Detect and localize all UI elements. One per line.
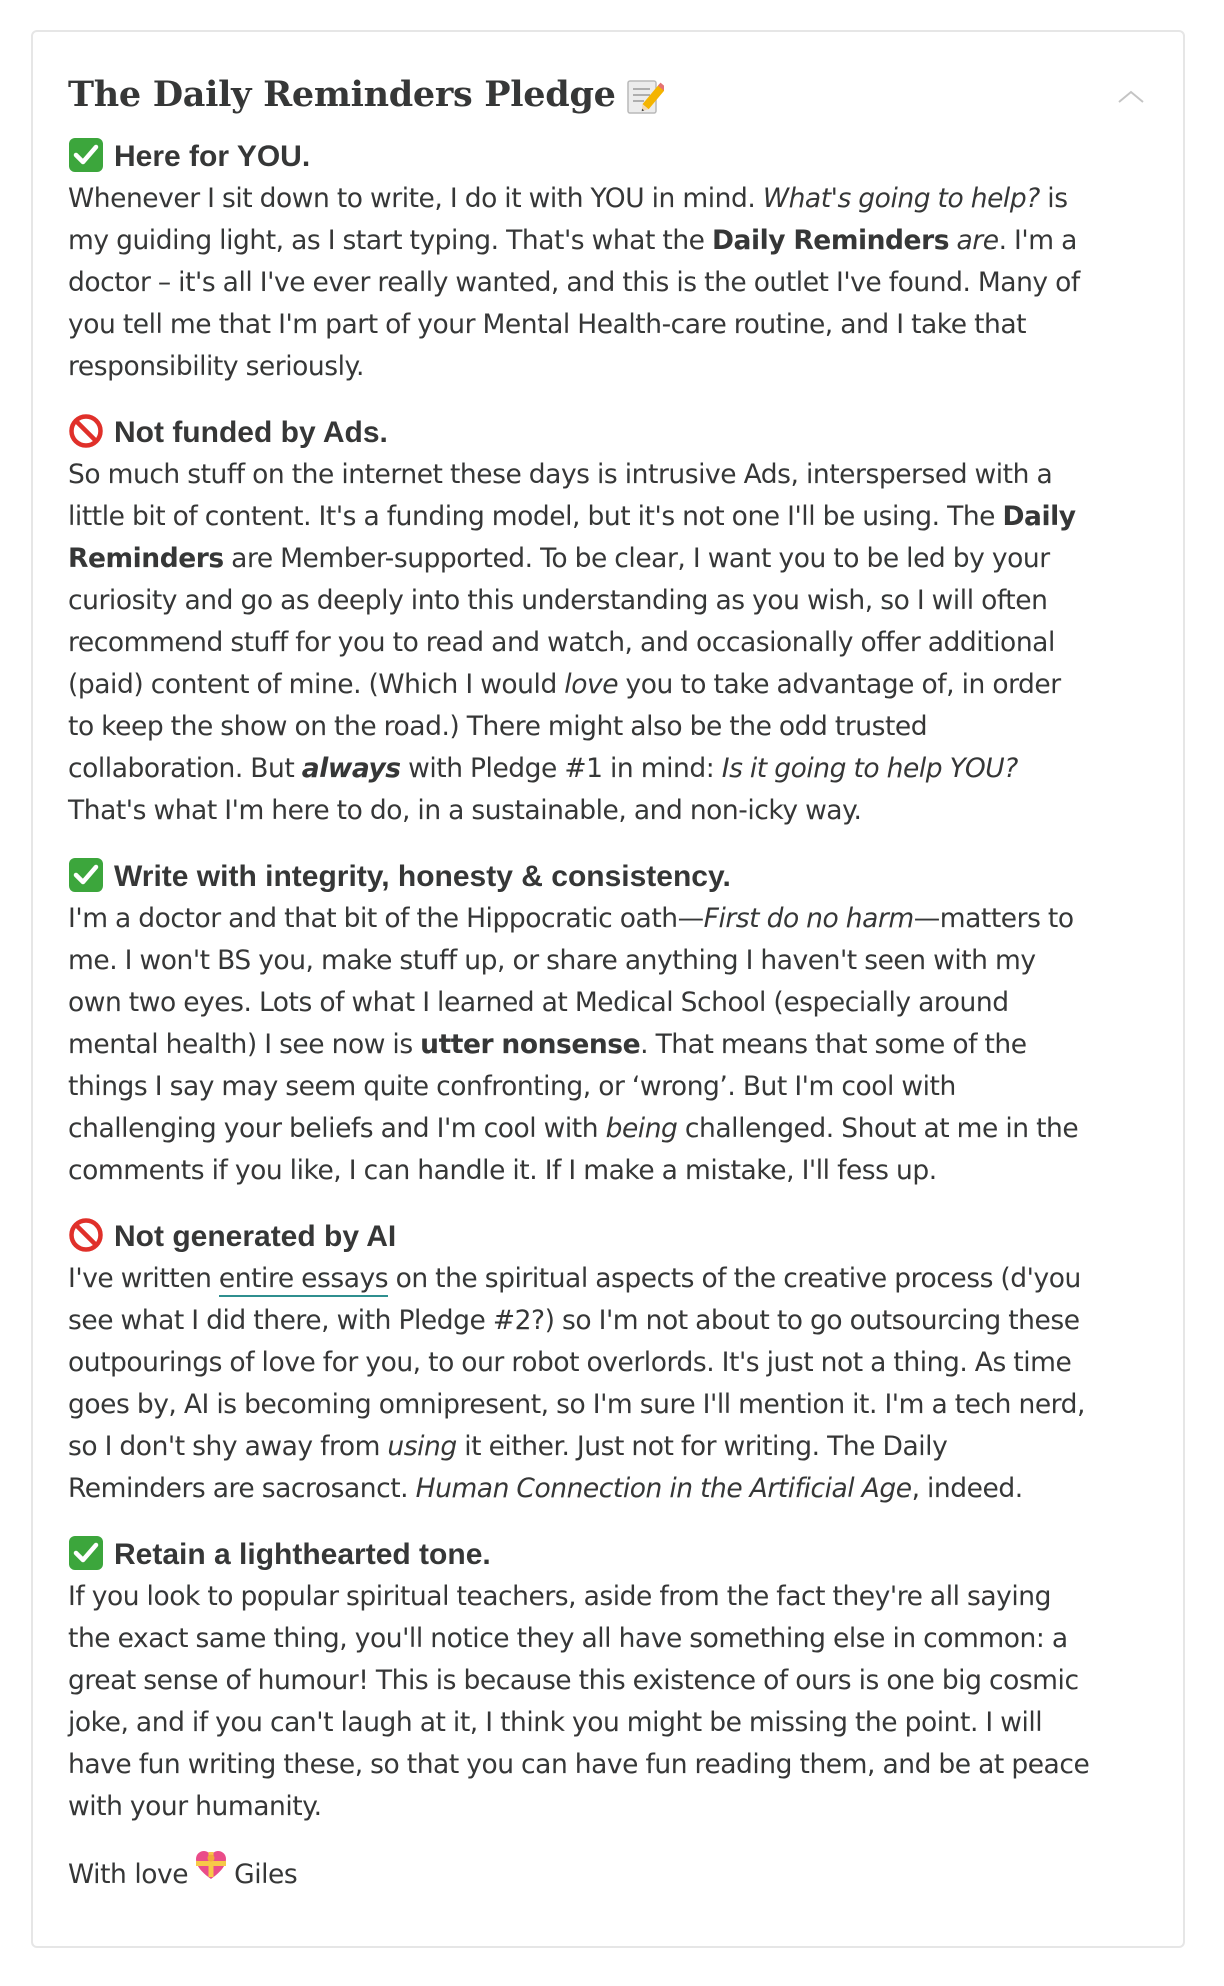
pledge-heading-text: Write with integrity, honesty & consistency. [114, 860, 731, 893]
text-run: me. I won't BS you, make stuff up, or share anything I haven't seen with my [68, 945, 1036, 976]
pledge-body [68, 1576, 1158, 1828]
pledge-heading [68, 1216, 1158, 1258]
text-run: responsibility seriously. [68, 351, 364, 382]
pledge-heading [68, 412, 1158, 454]
text-run: it either. Just not for writing. The Daily [456, 1431, 948, 1462]
text-run: comments if you like, I can handle it. If I make a mistake, I'll fess up. [68, 1155, 937, 1186]
pledge-line [68, 1660, 1158, 1702]
text-run: is [1039, 183, 1068, 214]
pledge-line [68, 1744, 1158, 1786]
text-run: little bit of content. It's a funding model, but it's not one I'll be using. The [68, 501, 1003, 532]
text-run: I'm a doctor and that bit of the Hippocratic oath— [68, 903, 704, 934]
pledge-line [68, 1576, 1158, 1618]
pledge-line [68, 1342, 1158, 1384]
pledge-line [68, 1150, 1158, 1192]
italic-text: being [605, 1113, 678, 1144]
pledge-line [68, 1384, 1158, 1426]
pledge-heading [68, 856, 1158, 898]
pledge-line [68, 622, 1158, 664]
italic-text: love [564, 669, 619, 700]
pledge-item [68, 412, 1158, 832]
pledge-heading [68, 136, 1158, 178]
heart-with-ribbon-icon [194, 1849, 228, 1896]
pledge-item [68, 856, 1158, 1192]
text-run: goes by, AI is becoming omnipresent, so I'm sure I'll mention it. I'm a tech nerd, [68, 1389, 1085, 1420]
italic-text: First do no harm [703, 903, 914, 934]
text-run: on the spiritual aspects of the creative process (d'you [388, 1263, 1081, 1294]
bold-text: Daily Reminders [712, 225, 950, 256]
pledge-line [68, 748, 1158, 790]
text-run: great sense of humour! This is because this existence of ours is one big cosmic [68, 1665, 1079, 1696]
italic-text: using [387, 1431, 457, 1462]
pledge-line [68, 220, 1158, 262]
text-run: Whenever I sit down to write, I do it with YOU in mind. [68, 183, 763, 214]
pledge-body [68, 454, 1158, 832]
pledge-line [68, 178, 1158, 220]
pledge-list [68, 136, 1158, 1899]
text-run: doctor – it's all I've ever really wanted, and this is the outlet I've found. Many of [68, 267, 1080, 298]
pledge-line [68, 706, 1158, 748]
text-run: to keep the show on the road.) There might also be the odd trusted [68, 711, 928, 742]
prohibited-icon [68, 413, 104, 449]
pledge-line [68, 1108, 1158, 1150]
pledge-card [31, 30, 1185, 1948]
italic-text: Is it going to help YOU? [721, 753, 1018, 784]
text-run: joke, and if you can't laugh at it, I think you might be missing the point. I will [68, 1707, 1043, 1738]
pledge-line [68, 1024, 1158, 1066]
pledge-line [68, 1468, 1158, 1510]
text-run: have fun writing these, so that you can have fun reading them, and be at peace [68, 1749, 1090, 1780]
text-run: you to take advantage of, in order [618, 669, 1061, 700]
bold-text: utter nonsense [420, 1029, 641, 1060]
text-run: so I don't shy away from [68, 1431, 388, 1462]
pledge-heading-text: Here for YOU. [114, 140, 311, 173]
text-run: So much stuff on the internet these days is intrusive Ads, interspersed with a [68, 459, 1053, 490]
text-run: curiosity and go as deeply into this understanding as you wish, so I will often [68, 585, 1048, 616]
text-run: Reminders are sacrosanct. [68, 1473, 416, 1504]
pledge-item [68, 136, 1158, 388]
prohibited-icon [68, 1217, 104, 1253]
bold-text: Daily [1002, 501, 1076, 532]
pledge-line [68, 1066, 1158, 1108]
italic-text: are [956, 225, 999, 256]
chevron-up-icon [1111, 76, 1151, 116]
check-mark-icon [68, 1535, 104, 1571]
pledge-body [68, 1258, 1158, 1510]
text-run: challenging your beliefs and I'm cool with [68, 1113, 606, 1144]
text-run: challenged. Shout at me in the [677, 1113, 1079, 1144]
pledge-body [68, 898, 1158, 1192]
text-run: If you look to popular spiritual teachers, aside from the fact they're all saying [68, 1581, 1052, 1612]
pledge-line [68, 664, 1158, 706]
pledge-line [68, 346, 1158, 388]
pledge-line [68, 940, 1158, 982]
pledge-line [68, 1258, 1158, 1300]
pledge-heading-text: Retain a lighthearted tone. [114, 1538, 491, 1571]
text-run: with Pledge #1 in mind: [400, 753, 722, 784]
italic-text: Human Connection in the Artificial Age [415, 1473, 912, 1504]
text-run: are Member-supported. To be clear, I want you to be led by your [223, 543, 1050, 574]
signoff-text: With love [68, 1859, 189, 1890]
text-run: my guiding light, as I start typing. That's what the [68, 225, 712, 256]
italic-text: What's going to help? [762, 183, 1040, 214]
pledge-heading-text: Not funded by Ads. [114, 416, 388, 449]
text-run: with your humanity. [68, 1791, 322, 1822]
text-run: . That means that some of the [640, 1029, 1027, 1060]
text-run: . I'm a [998, 225, 1077, 256]
pledge-line [68, 1786, 1158, 1828]
text-run: you tell me that I'm part of your Mental Health-care routine, and I take that [68, 309, 1027, 340]
text-run: see what I did there, with Pledge #2?) so I'm not about to go outsourcing these [68, 1305, 1080, 1336]
text-run: the exact same thing, you'll notice they all have something else in common: a [68, 1623, 1068, 1654]
pledge-line [68, 304, 1158, 346]
pledge-line [68, 496, 1158, 538]
pledge-line [68, 1300, 1158, 1342]
pledge-line [68, 898, 1158, 940]
author-name: Giles [234, 1859, 298, 1890]
pledge-item [68, 1216, 1158, 1510]
entire-essays-link[interactable]: entire essays [219, 1263, 388, 1297]
pledge-heading-text: Not generated by AI [114, 1220, 397, 1253]
card-header [68, 66, 1151, 124]
text-run: things I say may seem quite confronting, or ‘wrong’. But I'm cool with [68, 1071, 956, 1102]
pledge-line [68, 1618, 1158, 1660]
collapse-button[interactable] [1111, 76, 1151, 116]
pledge-line [68, 1702, 1158, 1744]
bold-italic-text: always [301, 753, 401, 784]
text-run: own two eyes. Lots of what I learned at Medical School (especially around [68, 987, 1009, 1018]
text-run: I've written [68, 1263, 219, 1294]
check-mark-icon [68, 857, 104, 893]
pledge-body [68, 178, 1158, 388]
pledge-line [68, 454, 1158, 496]
text-run: —matters to [913, 903, 1074, 934]
pledge-line [68, 982, 1158, 1024]
pledge-line [68, 262, 1158, 304]
pledge-line [68, 790, 1158, 832]
pledge-line [68, 538, 1158, 580]
check-mark-icon [68, 137, 104, 173]
pledge-line [68, 580, 1158, 622]
bold-text: Reminders [68, 543, 224, 574]
text-run [949, 225, 956, 256]
pledge-heading [68, 1534, 1158, 1576]
text-run: collaboration. But [68, 753, 302, 784]
text-run: outpourings of love for you, to our robot overlords. It's just not a thing. As time [68, 1347, 1072, 1378]
text-run: , indeed. [911, 1473, 1023, 1504]
pledge-item [68, 1534, 1158, 1828]
text-run: That's what I'm here to do, in a sustainable, and non-icky way. [68, 795, 862, 826]
text-run: mental health) I see now is [68, 1029, 421, 1060]
pledge-line [68, 1426, 1158, 1468]
card-title: The Daily Reminders Pledge [68, 74, 616, 115]
signoff [68, 1852, 1158, 1899]
text-run: (paid) content of mine. (Which I would [68, 669, 565, 700]
memo-pencil-icon [624, 77, 664, 121]
text-run: recommend stuff for you to read and watch, and occasionally offer additional [68, 627, 1055, 658]
